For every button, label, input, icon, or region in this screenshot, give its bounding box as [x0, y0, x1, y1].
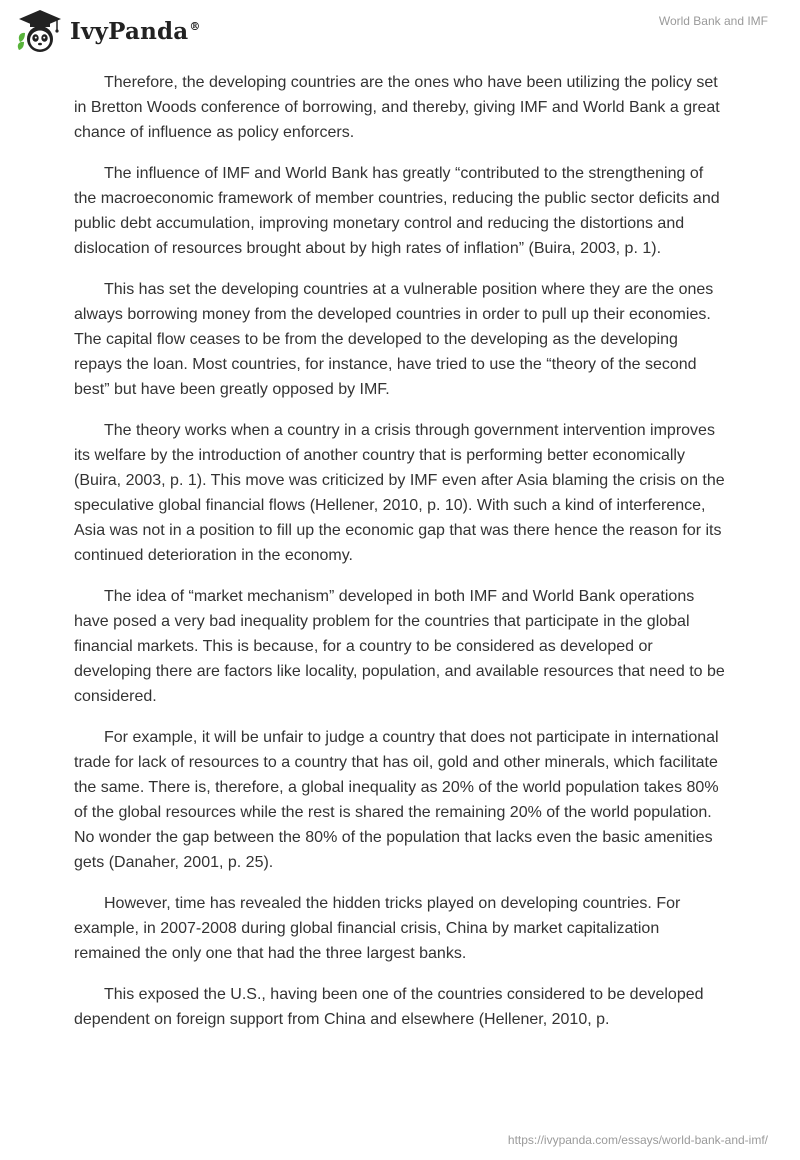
paragraph: The influence of IMF and World Bank has greatly “contributed to the strengthening of the macroeconomic framework of member countries, reducing the public sector deficits and public debt accumulation, improving monetary control and reducing the distortions and dislocation of resources brought about by high rates of inflation” (Buira, 2003, p. 1). — [74, 165, 720, 257]
essay-body — [74, 70, 729, 1048]
paragraph: Therefore, the developing countries are the ones who have been utilizing the policy set in Bretton Woods conference of borrowing, and thereby, giving IMF and World Bank a great chance of influence as policy enforcers. — [74, 74, 720, 141]
paragraph: This has set the developing countries at a vulnerable position where they are the ones always borrowing money from the developed countries in order to pull up their economies. The capital flow ceases to be from the developed to the developing as the developing repays the loan. Most countries, for instance, have tried to use the “theory of the second best” but have been greatly opposed by IMF. — [74, 281, 714, 398]
paragraph: The idea of “market mechanism” developed in both IMF and World Bank operations have posed a very bad inequality problem for the countries that participate in the global financial markets. This is because, for a country to be considered as developed or developing there are factors like locality, population, and available resources that need to be considered. — [74, 588, 725, 705]
paragraph: This exposed the U.S., having been one of the countries considered to be developed dependent on foreign support from China and elsewhere (Hellener, 2010, p. — [74, 986, 704, 1028]
paragraph: For example, it will be unfair to judge a country that does not participate in international trade for lack of resources to a country that has oil, gold and other minerals, which facilitate the same. There is, therefore, a global inequality as 20% of the world population takes 80% of the global resources while the rest is shared the remaining 20% of the world population. No wonder the gap between the 80% of the population that lacks even the basic amenities gets (Danaher, 2001, p. 25). — [74, 729, 719, 871]
panda-graduation-cap-icon — [16, 8, 64, 54]
brand-name — [70, 18, 201, 45]
page-header — [0, 0, 800, 62]
paragraph: However, time has revealed the hidden tricks played on developing countries. For example, in 2007-2008 during global financial crisis, China by market capitalization remained the only one that had the three largest banks. — [74, 895, 681, 962]
source-url[interactable]: https://ivypanda.com/essays/world-bank-and-imf/ — [507, 1133, 768, 1147]
registered-mark: ® — [189, 19, 201, 33]
document-title: World Bank and IMF — [658, 14, 768, 28]
ivypanda-logo[interactable] — [16, 8, 201, 54]
brand-name-text: IvyPanda — [70, 17, 189, 45]
paragraph: The theory works when a country in a crisis through government intervention improves its welfare by the introduction of another country that is performing better economically (Buira, 2003, p. 1). This move was criticized by IMF even after Asia blaming the crisis on the speculative global financial flows (Hellener, 2010, p. 10). With such a kind of interference, Asia was not in a position to fill up the economic gap that was there hence the reason for its continued deterioration in the economy. — [74, 422, 725, 564]
